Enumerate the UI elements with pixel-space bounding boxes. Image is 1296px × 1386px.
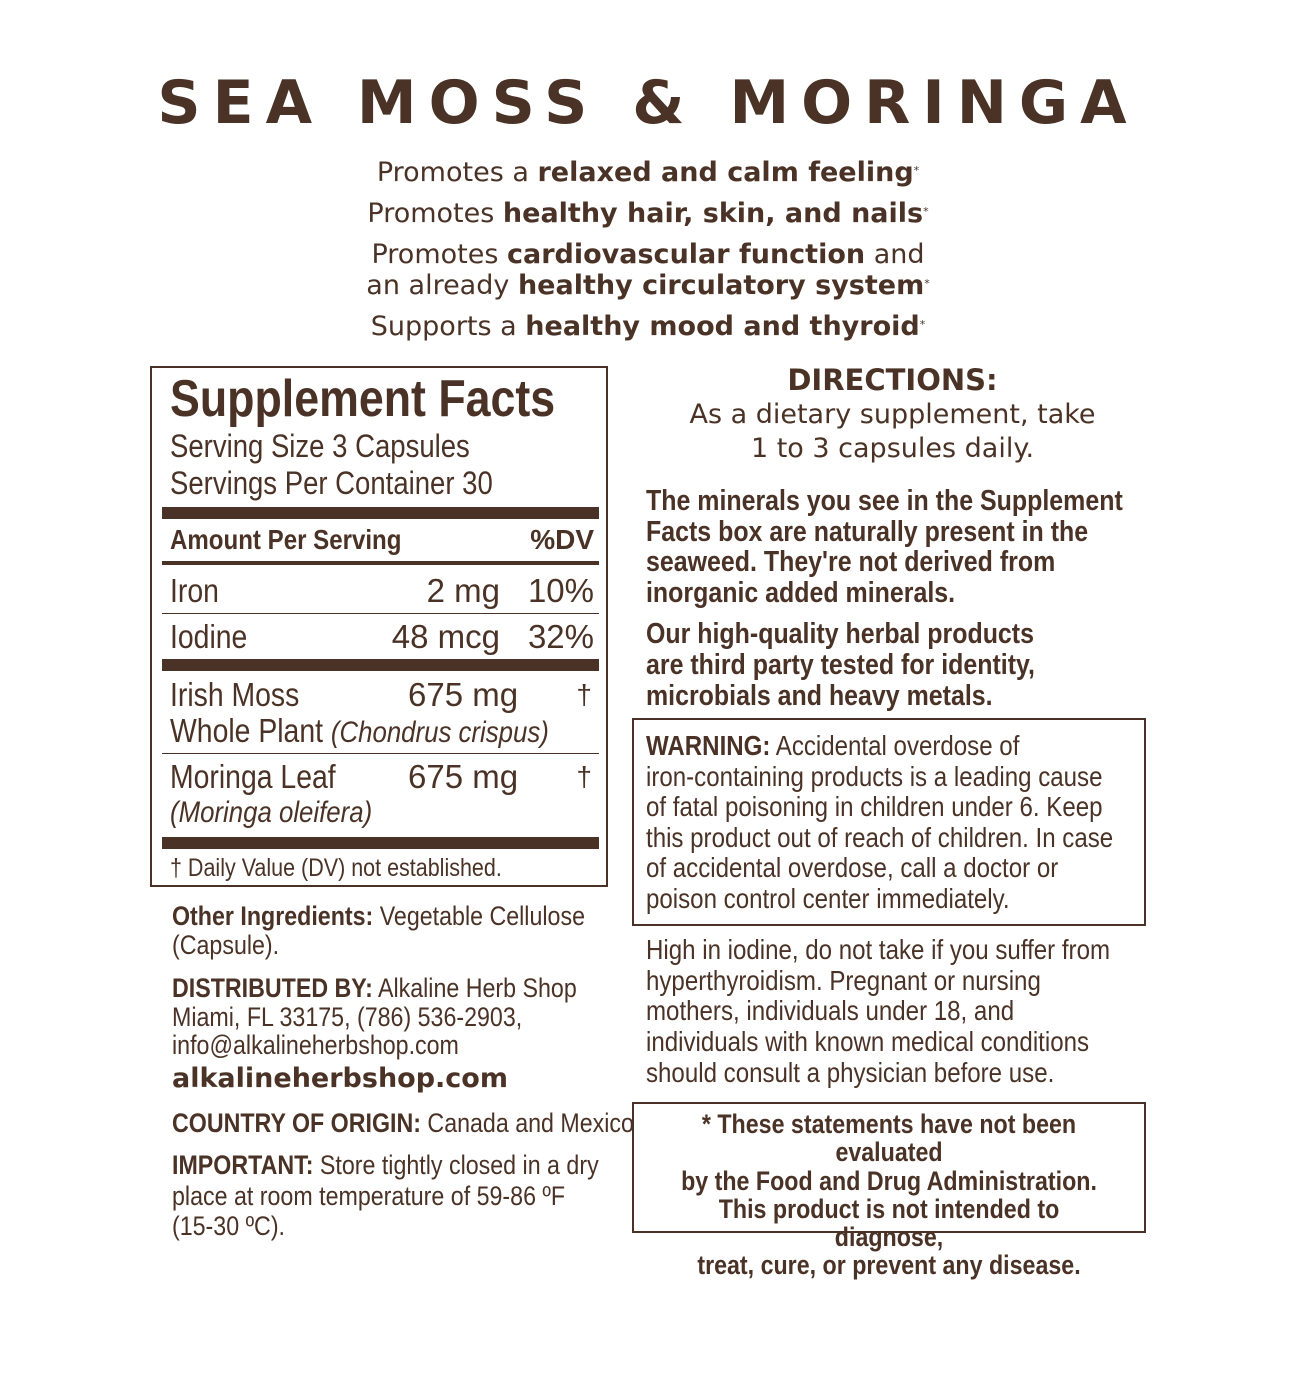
herb-detail: Whole Plant (Chondrus crispus) xyxy=(170,712,549,749)
country-of-origin: COUNTRY OF ORIGIN: Canada and Mexico xyxy=(172,1108,634,1138)
amount-per-serving-header: Amount Per Serving xyxy=(170,524,402,555)
other-ingredients: Other Ingredients: Vegetable Cellulose (Capsule). xyxy=(172,901,585,960)
thick-divider xyxy=(162,507,599,519)
fda-disclaimer: * These statements have not been evaluated by the Food and Drug Administration. This product is not intended to diagnose, treat, cure, or prevent any disease. xyxy=(681,1109,1097,1281)
thick-divider xyxy=(162,837,599,849)
quality-note: Our high-quality herbal products are third party tested for identity, microbials and heavy metals. xyxy=(646,618,1035,712)
herb-dv: † xyxy=(576,761,592,792)
dv-header: %DV xyxy=(530,524,594,555)
serving-size: Serving Size 3 Capsules xyxy=(170,428,470,464)
herb-dv: † xyxy=(576,679,592,710)
benefit-line: Supports a healthy mood and thyroid* xyxy=(370,311,926,342)
iodine-note: High in iodine, do not take if you suffer from hyperthyroidism. Pregnant or nursing mothers, individuals under 18, and individuals with known medical conditions should consult a physician before use. xyxy=(646,934,1111,1088)
facts-heading: Supplement Facts xyxy=(170,370,556,428)
medium-divider xyxy=(162,561,599,565)
nutrient-amount: 2 mg xyxy=(426,572,500,609)
benefit-line: Promotes a relaxed and calm feeling* xyxy=(376,157,920,188)
dv-footnote: † Daily Value (DV) not established. xyxy=(170,854,502,882)
supplement-facts-panel xyxy=(150,366,608,887)
nutrient-amount: 48 mcg xyxy=(391,618,500,655)
directions-heading: DIRECTIONS: xyxy=(787,363,998,397)
distributed-by: DISTRIBUTED BY: Alkaline Herb Shop Miami, FL 33175, (786) 536-2903, info@alkalineherbshop.com xyxy=(172,973,577,1060)
herb-latin: (Moringa oleifera) xyxy=(170,796,373,829)
benefit-line: Promotes healthy hair, skin, and nails* xyxy=(367,198,929,229)
herb-name: Irish Moss xyxy=(170,676,300,713)
nutrient-name: Iron xyxy=(170,572,219,609)
nutrient-name: Iodine xyxy=(170,618,248,655)
row-divider xyxy=(162,753,599,754)
herb-amount: 675 mg xyxy=(408,676,519,713)
minerals-note: The minerals you see in the Supplement Facts box are naturally present in the seaweed. They're not derived from inorganic added minerals. xyxy=(646,485,1123,609)
herb-name: Moringa Leaf xyxy=(170,758,336,795)
benefit-line: Promotes cardiovascular function and xyxy=(371,239,925,270)
row-divider xyxy=(162,613,599,614)
herb-amount: 675 mg xyxy=(408,758,519,795)
benefit-line: an already healthy circulatory system* xyxy=(366,270,930,301)
warning-text: WARNING: Accidental overdose of iron-containing products is a leading cause of fatal poisoning in children under 6. Keep this product out of reach of children. In case of accidental overdose, call a doctor or poison control center immediately. xyxy=(646,730,1114,914)
thick-divider xyxy=(162,659,599,671)
nutrient-dv: 32% xyxy=(527,618,594,655)
product-title: SEA MOSS & MORINGA xyxy=(157,68,1139,138)
nutrient-dv: 10% xyxy=(527,572,594,609)
website-link: alkalineherbshop.com xyxy=(172,1063,508,1094)
directions-text: As a dietary supplement, take 1 to 3 capsules daily. xyxy=(689,399,1096,464)
storage-instructions: IMPORTANT: Store tightly closed in a dry place at room temperature of 59-86 ºF (15-30 ºC). xyxy=(172,1150,599,1241)
servings-per-container: Servings Per Container 30 xyxy=(170,465,493,501)
